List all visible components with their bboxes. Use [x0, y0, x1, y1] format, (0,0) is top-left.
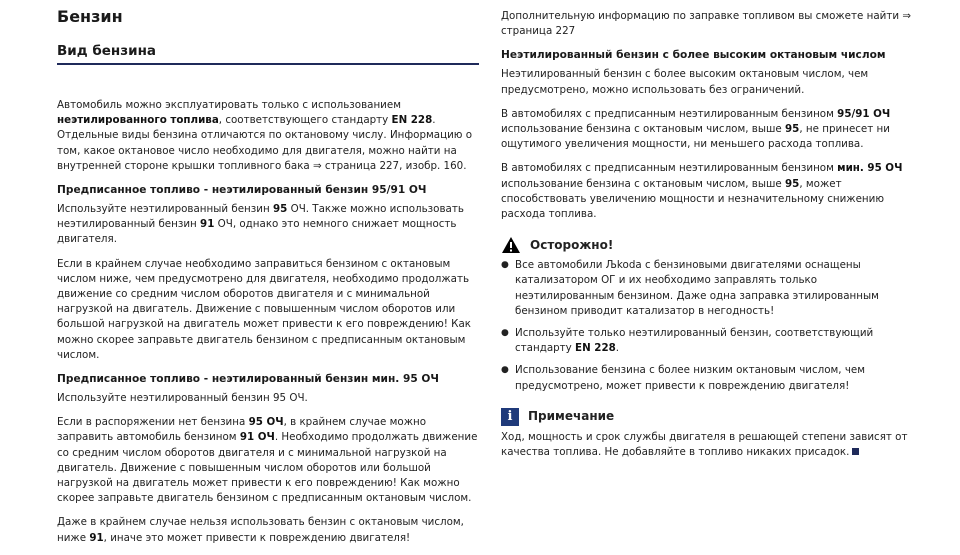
info-icon: i [501, 408, 519, 426]
note-heading-row [501, 408, 916, 426]
bullet-icon: ● [501, 365, 509, 376]
note-heading: Примечание [528, 409, 615, 424]
bullet-icon: ● [501, 328, 509, 339]
fuel-95-91-paragraph-1: Используйте неэтилированный бензин 95 ОЧ. Также можно использовать неэтилированный бензин 91 ОЧ, однако это немного снижает мощность двигателя. [57, 203, 464, 246]
fuel-min-95-paragraph-1: Используйте неэтилированный бензин 95 ОЧ. [57, 392, 308, 405]
fuel-min-95-paragraph-2: Если в распоряжении нет бензина 95 ОЧ, в крайнем случае можно заправить автомобиль бензином 91 ОЧ. Необходимо продолжать движение со средним числом оборотов двигателя и с минимальной нагрузкой на двигатель. Движение с повышенным числом оборотов или большой нагрузкой на двигатель может привести к его повреждению! Как можно скорее заправьте двигатель бензином с предписанным октановым числом. [57, 416, 478, 505]
high-octane-paragraph-2: В автомобилях с предписанным неэтилированным бензином 95/91 ОЧ использование бензина с октановым числом, выше 95, не принесет ни ощутимого увеличения мощности, ни меньшего расхода топлива. [501, 107, 891, 151]
fuel-min-95-paragraph-3: Даже в крайнем случае нельзя использовать бензин с октановым числом, ниже 91, иначе это может привести к повреждению двигателя! [57, 516, 464, 544]
caution-bullet-3: ● Использование бензина с более низким октановым числом, чем предусмотрено, может привести к повреждению двигателя! [501, 363, 916, 393]
right-column [501, 9, 916, 469]
bullet-icon: ● [501, 260, 509, 271]
page-title: Бензин [57, 7, 123, 26]
arrow-right-icon: ⇒ [313, 159, 322, 172]
warning-triangle-icon [501, 236, 521, 254]
high-octane-heading: Неэтилированный бензин с более высоким октановым числом [501, 49, 886, 62]
end-of-section-icon [852, 448, 859, 455]
caution-bullet-2: ● Используйте только неэтилированный бензин, соответствующий стандарту EN 228. [501, 326, 916, 356]
note-paragraph: Ход, мощность и срок службы двигателя в решающей степени зависят от качества топлива. Не добавляйте в топливо никаких присадок. [501, 430, 908, 459]
fuel-95-91-heading: Предписанное топливо - неэтилированный бензин 95/91 ОЧ [57, 184, 427, 197]
caution-heading: Осторожно! [530, 237, 614, 252]
more-info-paragraph: Дополнительную информацию по заправке топливом вы сможете найти ⇒ страница 227 [501, 10, 911, 38]
fuel-min-95-heading: Предписанное топливо - неэтилированный бензин мин. 95 ОЧ [57, 373, 439, 386]
fuel-95-91-paragraph-2: Если в крайнем случае необходимо заправиться бензином с октановым числом ниже, чем предусмотрено для двигателя, необходимо продолжать движение со средним числом оборотов двигателя и с минимальной нагрузкой на двигатель. Движение с повышенным числом оборотов или большой нагрузкой на двигатель может привести к его повреждению! Как можно скорее заправьте двигатель бензином с предписанным октановым числом. [57, 257, 471, 361]
caution-heading-row [501, 236, 916, 254]
high-octane-paragraph-1: Неэтилированный бензин с более высоким октановым числом, чем предусмотрено, можно использовать без ограничений. [501, 68, 869, 96]
intro-paragraph: Автомобиль можно эксплуатировать только с использованием неэтилированного топлива, соответствующего стандарту EN 228. Отдельные виды бензина отличаются по октановому числу. Информацию о том, какое октановое число необходимо для двигателя, можно найти на внутренней стороне крышки топливного бака ⇒ страница 227, изобр. 160. [57, 99, 473, 172]
caution-bullet-1: ● Все автомобили Љkoda с бензиновыми двигателями оснащены катализатором ОГ и их необходимо заправлять только неэтилированным бензином. Даже одна заправка этилированным бензином приводит катализатор в негодность! [501, 258, 916, 319]
arrow-right-icon: ⇒ [902, 10, 911, 22]
section-title: Вид бензина [57, 43, 479, 65]
left-column [57, 98, 482, 555]
high-octane-paragraph-3: В автомобилях с предписанным неэтилированным бензином мин. 95 ОЧ использование бензина с октановым числом, выше 95, может способствовать увеличению мощности и незначительному снижению расхода топлива. [501, 162, 903, 221]
